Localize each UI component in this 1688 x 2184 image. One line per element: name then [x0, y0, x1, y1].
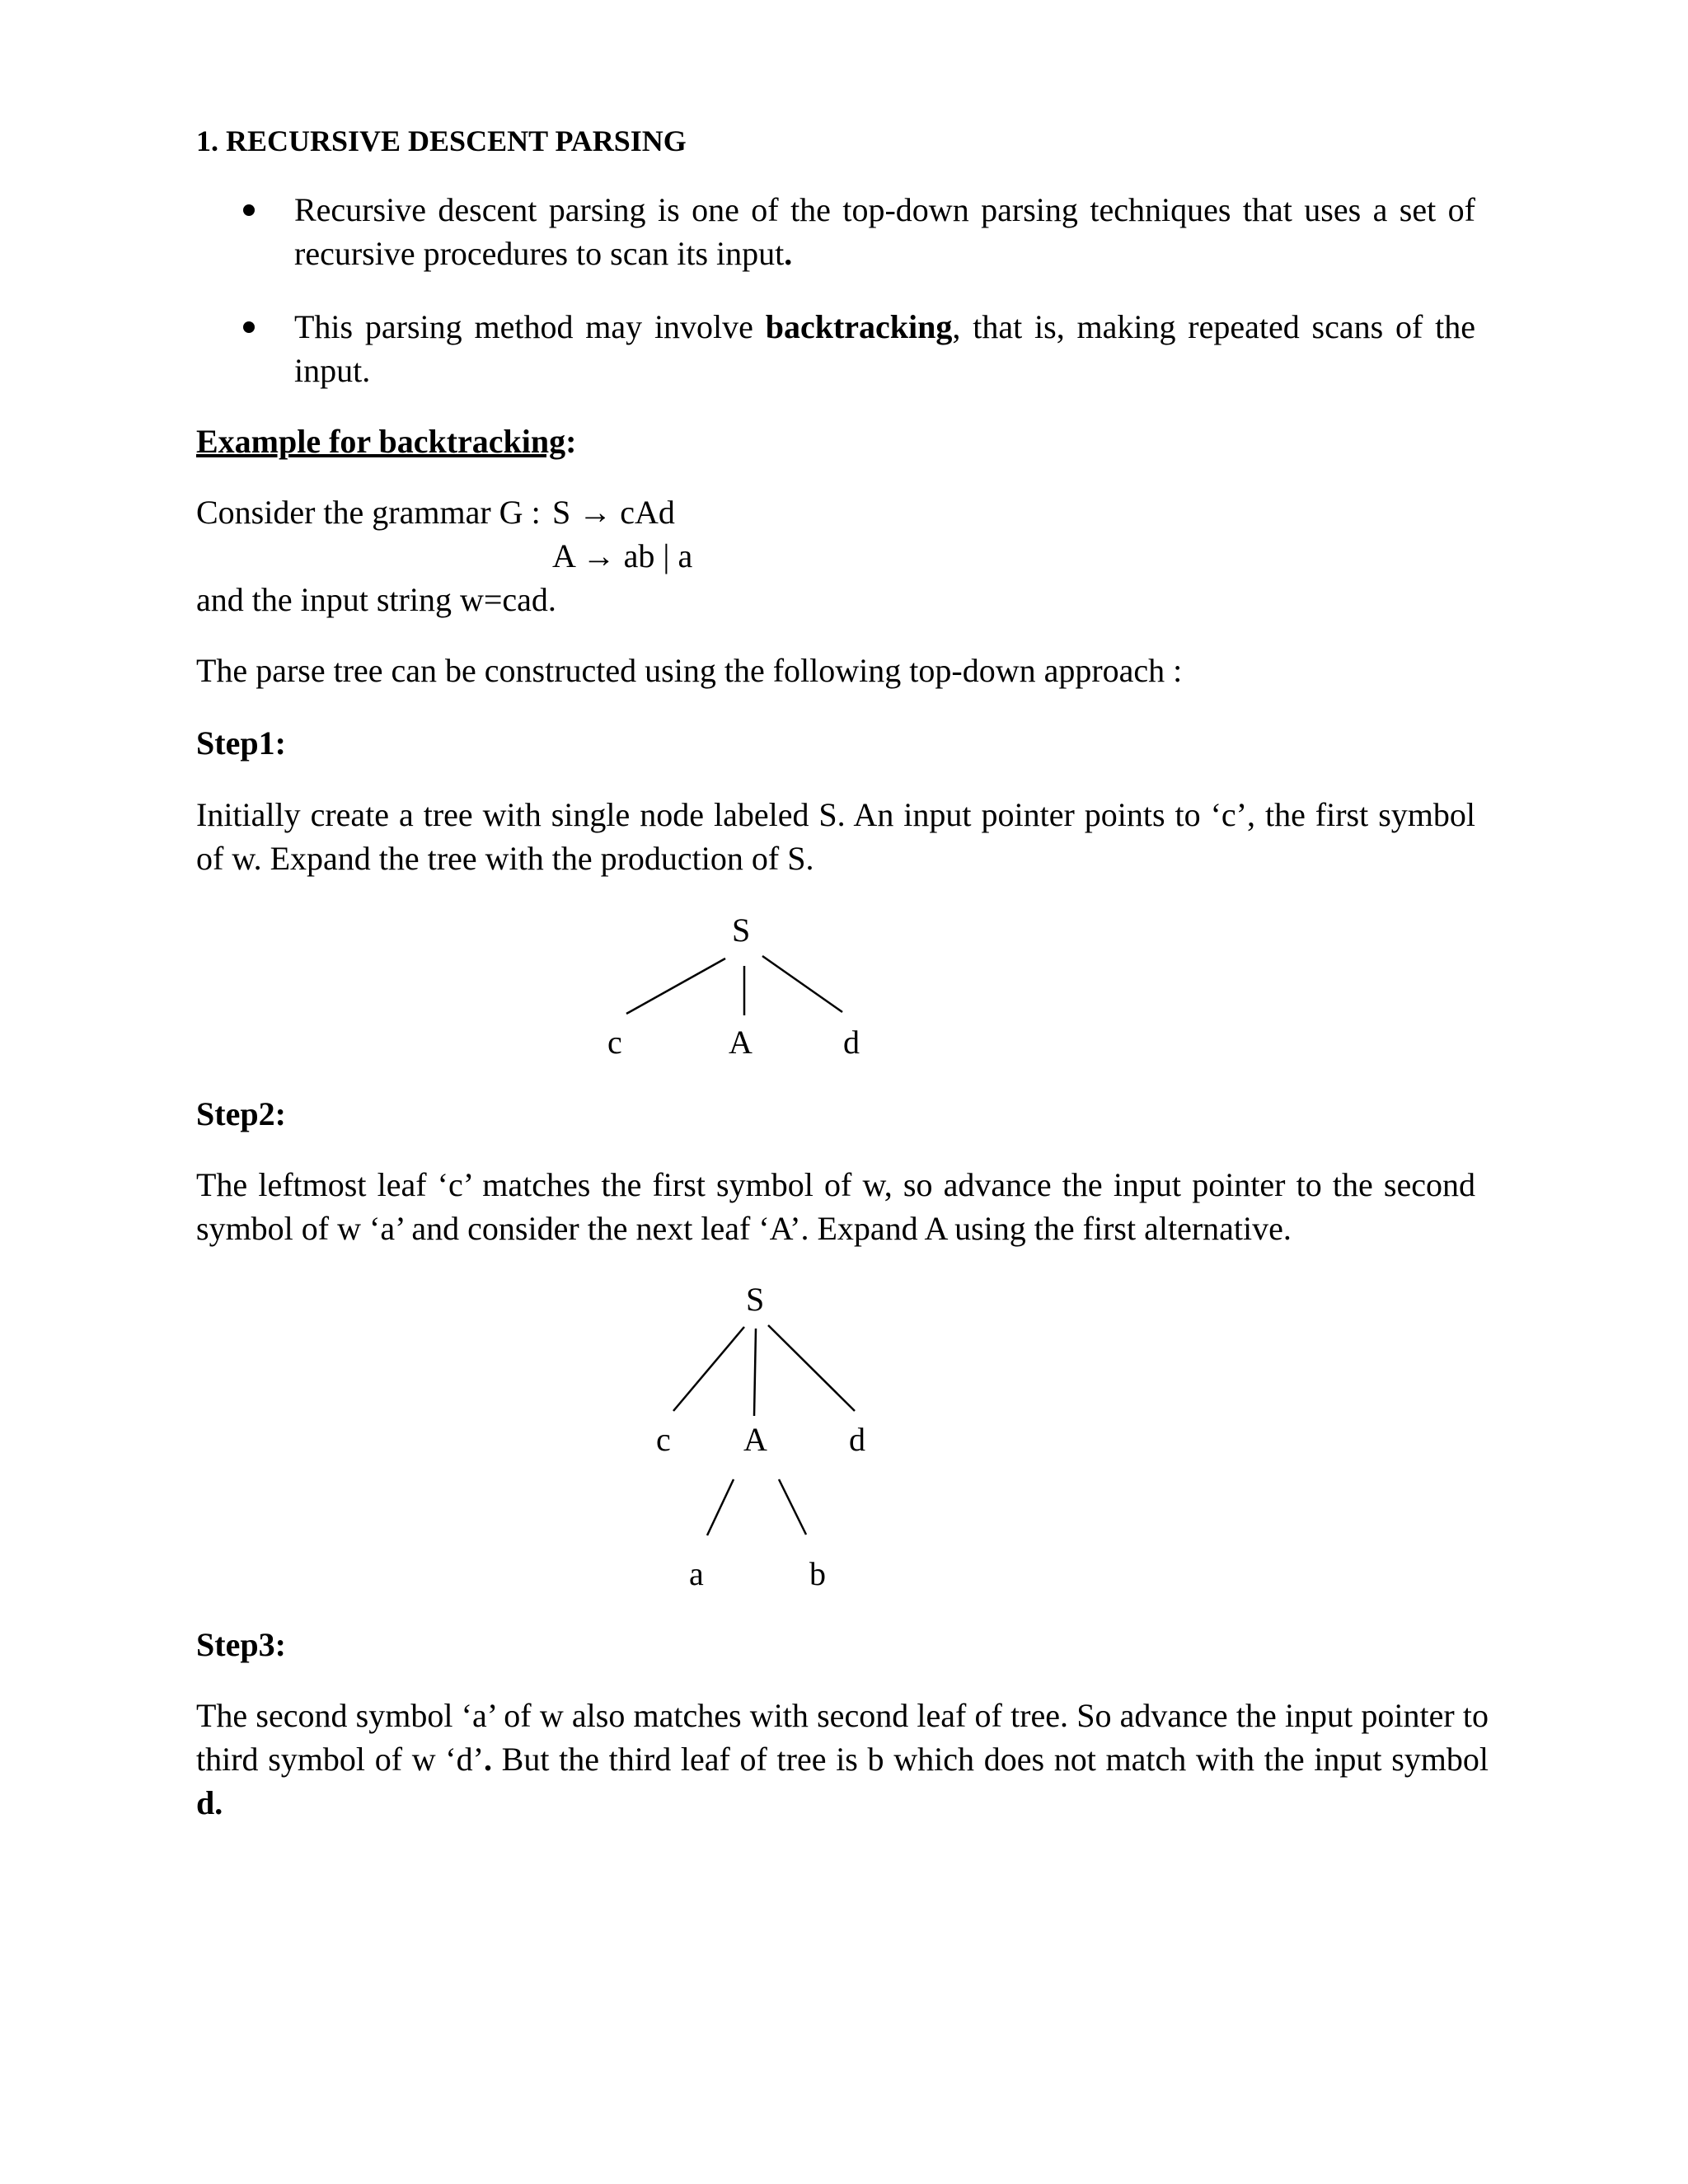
tree2-child-a: A	[743, 1421, 767, 1458]
intro-text: The parse tree can be constructed using the following top-down approach :	[196, 652, 1183, 689]
tree1-child-d: d	[843, 1024, 860, 1061]
tree2-grandchild-b: b	[809, 1555, 826, 1592]
tree1-root: S	[732, 912, 751, 949]
tree2-child-c: c	[656, 1421, 671, 1458]
grammar-lead: Consider the grammar G :	[196, 494, 541, 531]
tree-edge	[779, 1479, 806, 1535]
page-title: 1. RECURSIVE DESCENT PARSING	[196, 124, 687, 157]
tree2-child-d: d	[849, 1421, 865, 1458]
tree-edge	[768, 1325, 855, 1411]
step-3-bold: d.	[196, 1784, 223, 1821]
tree1-child-a: A	[729, 1024, 753, 1061]
step-1-text: Initially create a tree with single node labeled S. An input pointer points to ‘c’, the first symbol of w. Expand the tree with the production of S.	[196, 796, 1475, 877]
grammar-rule-1: S → cAd	[552, 494, 675, 531]
step-3-text-part: But the third leaf of tree is b which does not match with the input symbol	[491, 1741, 1489, 1778]
tree-edge	[707, 1479, 734, 1535]
tree2-grandchild-a: a	[689, 1555, 704, 1592]
example-heading-text: Example for backtracking	[196, 423, 566, 460]
step-3-label: Step3:	[196, 1626, 286, 1663]
tree-edge	[754, 1329, 756, 1416]
step-1-label: Step1:	[196, 724, 286, 762]
bullet-text: This parsing method may involve	[294, 308, 766, 345]
grammar-rule-2: A → ab | a	[552, 537, 693, 574]
bullet-bold: backtracking	[765, 308, 953, 345]
example-heading-colon: :	[565, 423, 577, 460]
bullet-text: Recursive descent parsing is one of the top-down parsing techniques that uses a set of recursive procedures to scan its input	[294, 191, 1475, 272]
tree1-child-c: c	[607, 1024, 622, 1061]
input-string: and the input string w=cad.	[196, 581, 556, 618]
step-3-bold: .	[483, 1741, 492, 1778]
tree2-root: S	[746, 1281, 765, 1318]
parse-tree-1	[626, 956, 842, 1015]
step-2-text: The leftmost leaf ‘c’ matches the first symbol of w, so advance the input pointer to the second symbol of w ‘a’ and consider the next leaf ‘A’. Expand A using the first alternative.	[196, 1166, 1475, 1247]
step-3-text-part: The second symbol ‘a’ of w also matches with second leaf of tree. So advance the input pointer to third symbol of w ‘d’	[196, 1697, 1489, 1778]
step-2-label: Step2:	[196, 1095, 286, 1132]
tree-edge	[673, 1327, 744, 1411]
tree-edge	[626, 958, 725, 1014]
bullet-bold: .	[784, 235, 793, 272]
bullet-text: , that is, making repeated scans of the input.	[294, 308, 1475, 389]
tree-edge	[762, 956, 842, 1012]
